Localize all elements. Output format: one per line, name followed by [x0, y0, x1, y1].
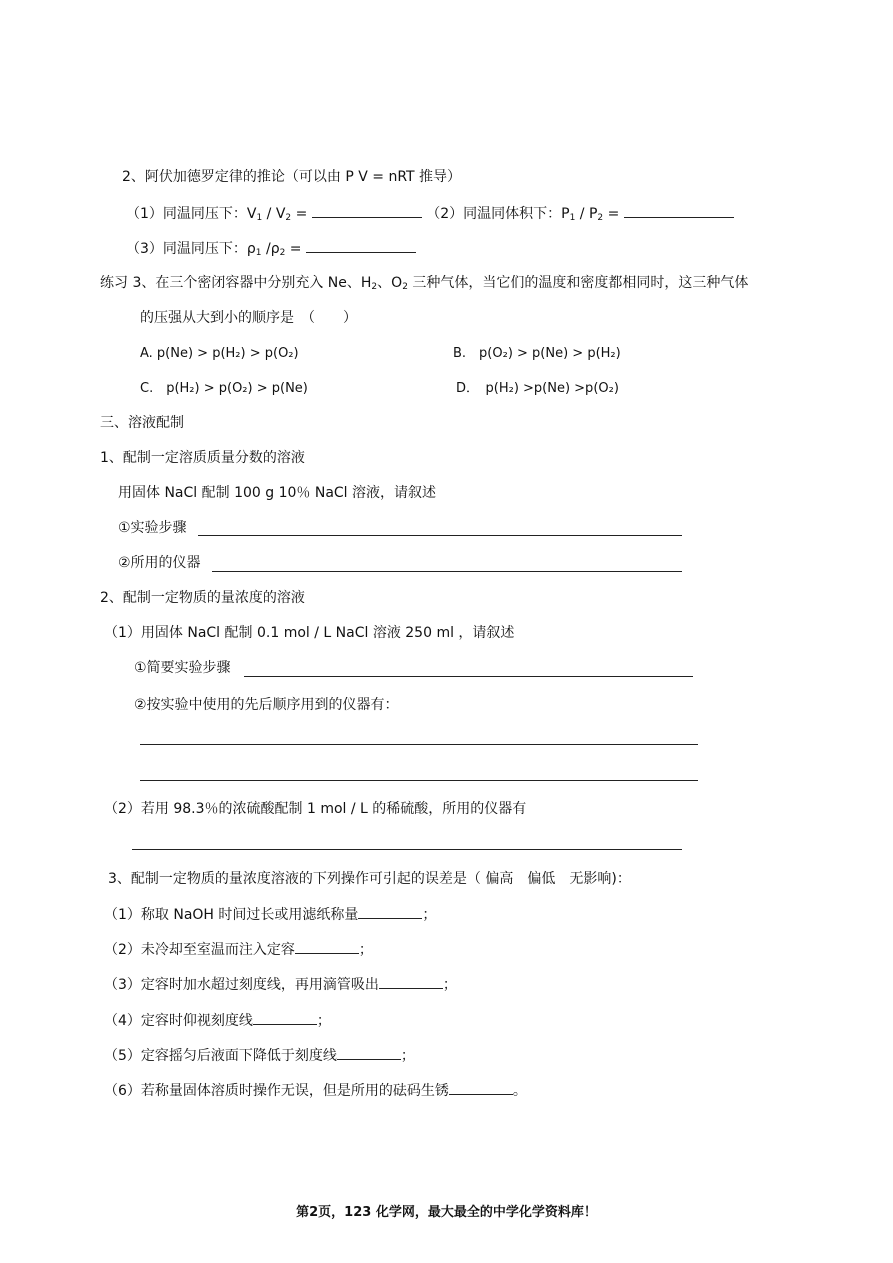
answer-blank[interactable] [253, 1010, 317, 1025]
question-4 [104, 1010, 331, 1031]
item-2-text-b: / P [575, 206, 598, 222]
item-1-text: （1）同温同压下：V [126, 206, 257, 222]
part-1-title: 1、配制一定溶质质量分数的溶液 [100, 450, 305, 466]
answer-blank[interactable] [295, 939, 359, 954]
item-1-text-b: / V [262, 206, 286, 222]
semicolon: ； [358, 942, 373, 958]
item-3-text: （3）同温同压下：ρ [126, 241, 256, 257]
option-a[interactable]: A. p(Ne) > p(H₂) > p(O₂) [140, 346, 299, 361]
item-2-text-c: = [603, 206, 620, 222]
semicolon: ； [400, 1048, 415, 1064]
answer-line[interactable] [140, 744, 698, 745]
exercise-3-text-b: 、O [377, 275, 403, 291]
exercise-3-text-c: 三种气体，当它们的温度和密度都相同时，这三种气体 [407, 275, 749, 291]
question-1-text: （1）称取 NaOH 时间过长或用滤纸称量 [104, 907, 359, 923]
semicolon: ； [316, 1013, 331, 1029]
semicolon: ； [422, 907, 437, 923]
section-2-title: 2、阿伏加德罗定律的推论（可以由 P V = nRT 推导） [122, 169, 462, 185]
sub-2: 2 [402, 282, 408, 292]
question-2 [104, 939, 373, 960]
part-2-question-2: （2）若用 98.3％的浓硫酸配制 1 mol / L 的稀硫酸，所用的仪器有 [104, 801, 527, 817]
item-3-text-c: = [285, 241, 302, 257]
answer-line[interactable] [132, 849, 682, 850]
sub-2: 2 [285, 213, 292, 223]
part-1-prompt: 用固体 NaCl 配制 100 g 10％ NaCl 溶液，请叙述 [118, 485, 437, 501]
answer-blank[interactable] [337, 1045, 401, 1060]
item-1-line [126, 203, 734, 224]
question-2-text: （2）未冷却至室温而注入定容 [104, 942, 295, 958]
sub-2: 2 [371, 282, 378, 292]
exercise-3-line-2: 的压强从大到小的顺序是 （ ） [140, 310, 357, 326]
exercise-3-line-1 [100, 273, 748, 293]
sub-1: 1 [569, 213, 576, 223]
question-1 [104, 904, 436, 925]
item-3-line [126, 238, 416, 259]
option-d[interactable]: D． p(H₂) >p(Ne) >p(O₂) [456, 381, 619, 396]
option-c[interactable]: C. p(H₂) > p(O₂) > p(Ne) [140, 381, 308, 396]
part-2-step-2: ②按实验中使用的先后顺序用到的仪器有： [134, 697, 399, 713]
sub-2: 2 [279, 248, 286, 258]
answer-blank[interactable] [624, 203, 734, 218]
part-1-step-2: ②所用的仪器 [118, 555, 201, 571]
question-4-text: （4）定容时仰视刻度线 [104, 1013, 253, 1029]
answer-blank[interactable] [358, 904, 422, 919]
sub-1: 1 [255, 248, 262, 258]
answer-blank[interactable] [379, 974, 443, 989]
item-2-text: （2）同温同体积下：P [426, 206, 570, 222]
item-1-text-c: = [291, 206, 308, 222]
part-1-step-1: ①实验步骤 [118, 520, 187, 536]
answer-line[interactable] [244, 676, 693, 677]
sub-1: 1 [256, 213, 263, 223]
part-2-prompt: （1）用固体 NaCl 配制 0.1 mol / L NaCl 溶液 250 ml ，请叙述 [104, 625, 515, 641]
section-3-title: 三、溶液配制 [100, 415, 184, 431]
answer-line[interactable] [140, 780, 698, 781]
answer-blank[interactable] [306, 238, 416, 253]
page-footer: 第2页，123 化学网，最大最全的中学化学资料库！ [296, 1205, 597, 1220]
item-3-text-b: /ρ [261, 241, 280, 257]
answer-line[interactable] [212, 571, 682, 572]
question-3-text: （3）定容时加水超过刻度线，再用滴管吸出 [104, 977, 379, 993]
option-b[interactable]: B. p(O₂) > p(Ne) > p(H₂) [453, 346, 621, 361]
question-6 [104, 1080, 527, 1101]
question-3 [104, 974, 457, 995]
semicolon: ； [442, 977, 457, 993]
answer-blank[interactable] [312, 203, 422, 218]
answer-blank[interactable] [449, 1080, 513, 1095]
question-6-text: （6）若称量固体溶质时操作无误，但是所用的砝码生锈 [104, 1083, 449, 1099]
sub-2: 2 [597, 213, 604, 223]
part-2-title: 2、配制一定物质的量浓度的溶液 [100, 590, 305, 606]
answer-line[interactable] [198, 535, 682, 536]
question-5-text: （5）定容摇匀后液面下降低于刻度线 [104, 1048, 337, 1064]
question-5 [104, 1045, 415, 1066]
part-2-step-1: ①简要实验步骤 [134, 660, 231, 676]
exercise-3-text: 练习 3、在三个密闭容器中分别充入 Ne、H [100, 275, 372, 291]
period: 。 [512, 1083, 527, 1099]
part-3-title: 3、配制一定物质的量浓度溶液的下列操作可引起的误差是（ 偏高 偏低 无影响)： [108, 871, 631, 887]
